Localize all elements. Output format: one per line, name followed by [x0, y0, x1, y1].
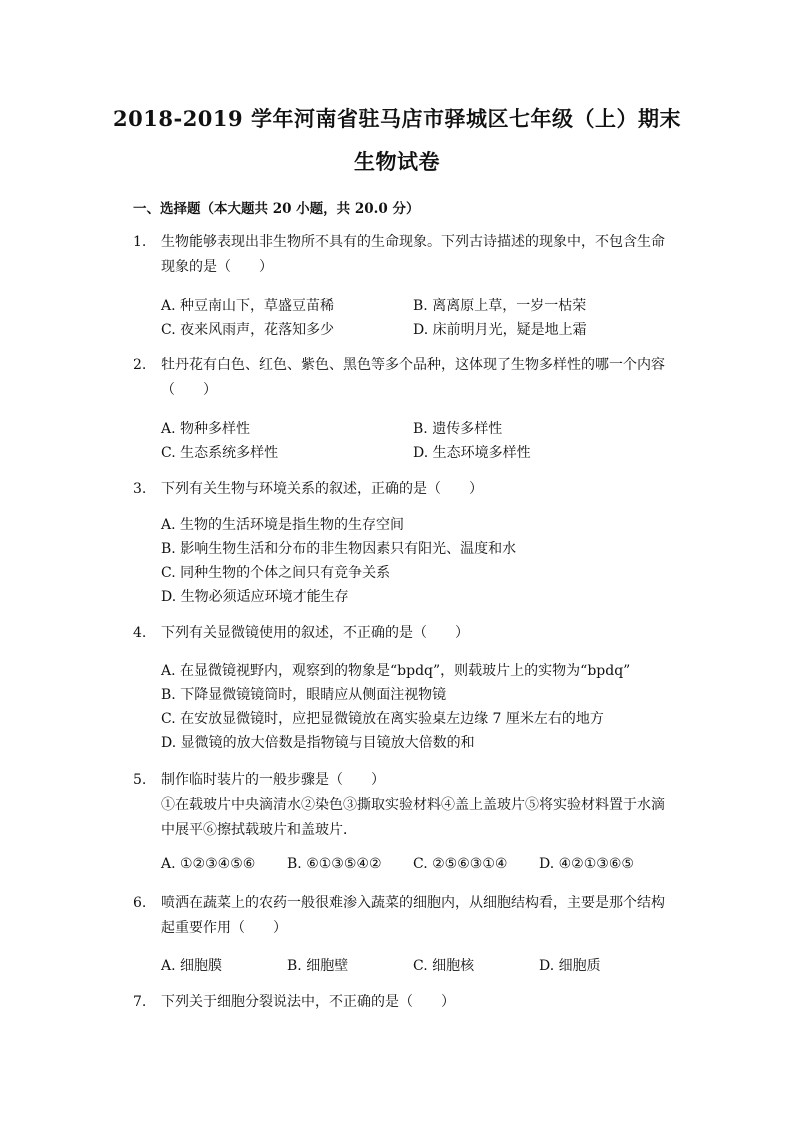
question-5: [133, 768, 673, 843]
option-a: A. ①②③④⑤⑥: [161, 856, 256, 872]
section-heading: 一、选择题（本大题共 20 小题，共 20.0 分）: [133, 201, 420, 217]
options-list: [161, 513, 516, 609]
option-c: C. 夜来风雨声，花落知多少: [161, 322, 335, 338]
option-b: B. 影响生物生活和分布的非生物因素只有阳光、温度和水: [161, 541, 517, 557]
question-2: [133, 353, 673, 403]
option-b: B. 遗传多样性: [413, 421, 503, 437]
option-c: C. 细胞核: [413, 958, 475, 974]
option-c: C. ②⑤⑥③①④: [413, 856, 508, 872]
question-number: 3.: [133, 481, 147, 497]
option-a: A. 物种多样性: [161, 421, 251, 437]
option-c: C. 在安放显微镜时，应把显微镜放在离实验桌左边缘 7 厘米左右的地方: [161, 711, 604, 727]
option-b: B. 下降显微镜镜筒时，眼睛应从侧面注视物镜: [161, 687, 447, 703]
question-stem: 喷洒在蔬菜上的农药一般很难渗入蔬菜的细胞内，从细胞结构看，主要是那个结构起重要作用（ ）: [161, 895, 665, 936]
option-a: A. 细胞膜: [161, 958, 223, 974]
option-d: D. 生态环境多样性: [413, 445, 531, 461]
question-number: 4.: [133, 625, 147, 641]
option-d: D. 显微镜的放大倍数是指物镜与目镜放大倍数的和: [161, 735, 475, 751]
option-b: B. 细胞壁: [287, 958, 349, 974]
question-stem: 生物能够表现出非生物所不具有的生命现象。下列古诗描述的现象中，不包含生命现象的是（ ）: [161, 234, 665, 275]
option-d: D. 细胞质: [539, 958, 601, 974]
question-7: [133, 990, 673, 1015]
option-a: A. 生物的生活环境是指生物的生存空间: [161, 517, 405, 533]
question-number: 7.: [133, 994, 147, 1010]
question-number: 6.: [133, 895, 147, 911]
question-stem: 制作临时装片的一般步骤是（ ）: [161, 772, 385, 788]
option-b: B. ⑥①③⑤④②: [287, 856, 382, 872]
option-c: C. 生态系统多样性: [161, 445, 279, 461]
question-6: [133, 891, 673, 941]
question-4: [133, 621, 673, 646]
option-c: C. 同种生物的个体之间只有竞争关系: [161, 565, 391, 581]
options-list: [161, 659, 630, 755]
question-1: [133, 230, 673, 280]
option-b: B. 离离原上草，一岁一枯荣: [413, 298, 587, 314]
exam-title-line1: 2018-2019 学年河南省驻马店市驿城区七年级（上）期末: [113, 106, 681, 131]
option-a: A. 种豆南山下，草盛豆苗稀: [161, 298, 335, 314]
question-stem: 牡丹花有白色、红色、紫色、黑色等多个品种，这体现了生物多样性的哪一个内容（ ）: [161, 357, 665, 398]
question-number: 1.: [133, 234, 147, 250]
question-stem: 下列有关生物与环境关系的叙述，正确的是（ ）: [161, 481, 483, 497]
option-d: D. ④②①③⑥⑤: [539, 856, 634, 872]
question-3: [133, 477, 673, 502]
question-stem: 下列关于细胞分裂说法中，不正确的是（ ）: [161, 994, 455, 1010]
question-number: 5.: [133, 772, 147, 788]
question-stem: 下列有关显微镜使用的叙述，不正确的是（ ）: [161, 625, 469, 641]
option-a: A. 在显微镜视野内，观察到的物象是“bpdq”，则载玻片上的实物为“bpdq”: [161, 663, 631, 679]
option-d: D. 生物必须适应环境才能生存: [161, 589, 349, 605]
exam-title-line2: 生物试卷: [354, 149, 440, 174]
option-d: D. 床前明月光，疑是地上霜: [413, 322, 587, 338]
question-steps: ①在载玻片中央滴清水②染色③撕取实验材料④盖上盖玻片⑤将实验材料置于水滴中展平⑥擦拭载玻片和盖玻片．: [161, 797, 665, 838]
question-number: 2.: [133, 357, 147, 373]
